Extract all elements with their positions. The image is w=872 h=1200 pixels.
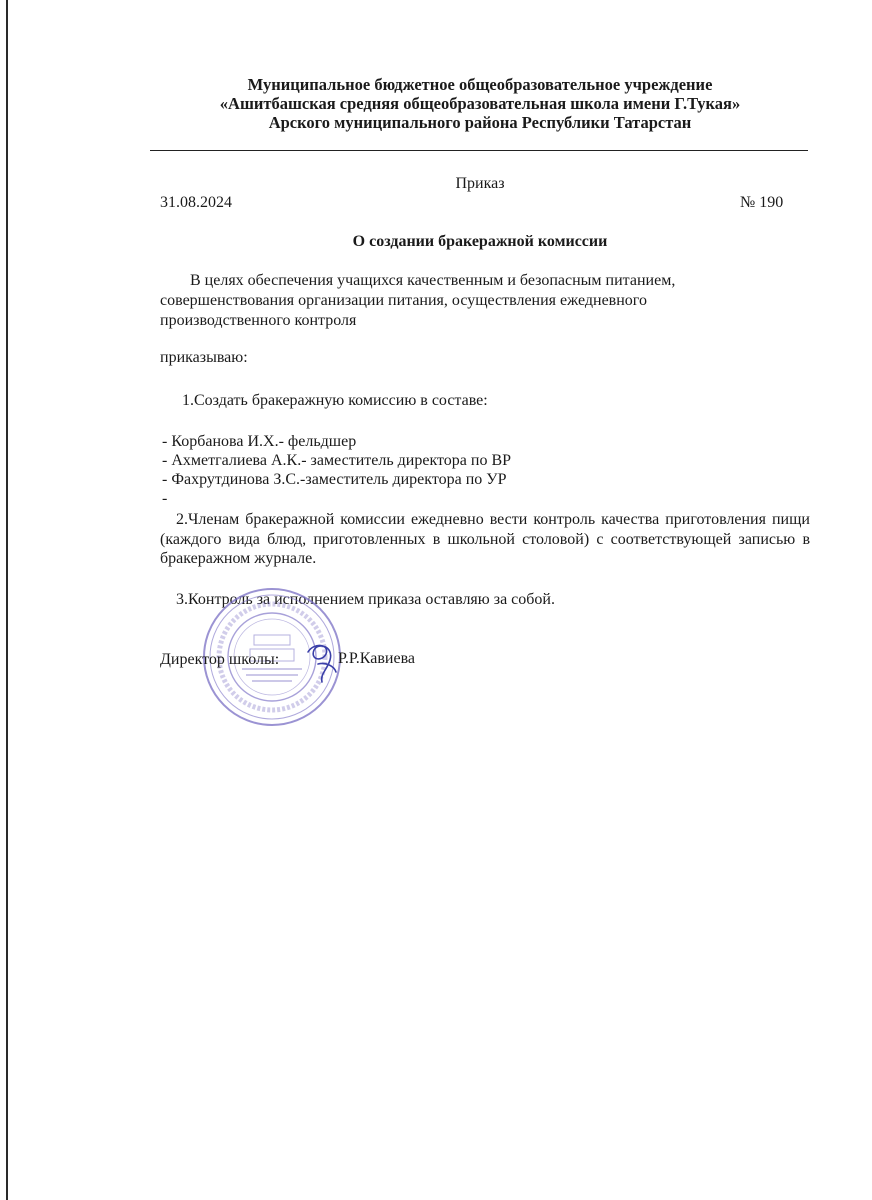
header-line-2: «Ашитбашская средняя общеобразовательная школа имени Г.Тукая» xyxy=(219,94,741,113)
scan-border xyxy=(6,0,8,1200)
handwritten-signature xyxy=(296,638,340,684)
item-2: 2.Членам бракеражной комиссии ежедневно вести контроль качества приготовления пищи (каждого вида блюд, приготовленных в школьной столовой) с соответствующей записью в бракеражном журнале. xyxy=(160,511,810,567)
header-divider xyxy=(150,150,808,151)
decree-word: приказываю: xyxy=(160,349,248,366)
member-2: - Ахметгалиева А.К.- заместитель директора по ВР xyxy=(162,452,512,469)
item-3: 3.Контроль за исполнением приказа оставляю за собой. xyxy=(176,591,555,608)
document-type: Приказ xyxy=(455,175,505,192)
order-date: 31.08.2024 xyxy=(160,194,232,211)
order-number: № 190 xyxy=(740,194,784,211)
member-4: - xyxy=(162,490,168,507)
member-1: - Корбанова И.Х.- фельдшер xyxy=(162,433,357,450)
order-title: О создании бракеражной комиссии xyxy=(352,233,608,250)
item-1: 1.Создать бракеражную комиссию в составе: xyxy=(182,392,488,409)
member-3: - Фахрутдинова З.С.-заместитель директора по УР xyxy=(162,471,507,488)
intro-line-1: В целях обеспечения учащихся качественным и безопасным питанием, xyxy=(190,272,676,289)
header-line-3: Арского муниципального района Республики Татарстан xyxy=(268,113,692,132)
signer-name: Р.Р.Кавиева xyxy=(338,650,416,667)
signer-position: Директор школы: xyxy=(160,651,280,668)
organization-header xyxy=(150,75,810,132)
header-line-1: Муниципальное бюджетное общеобразовательное учреждение xyxy=(247,75,713,94)
intro-line-2: совершенствования организации питания, осуществления ежедневного xyxy=(160,292,647,309)
intro-line-3: производственного контроля xyxy=(160,312,357,329)
